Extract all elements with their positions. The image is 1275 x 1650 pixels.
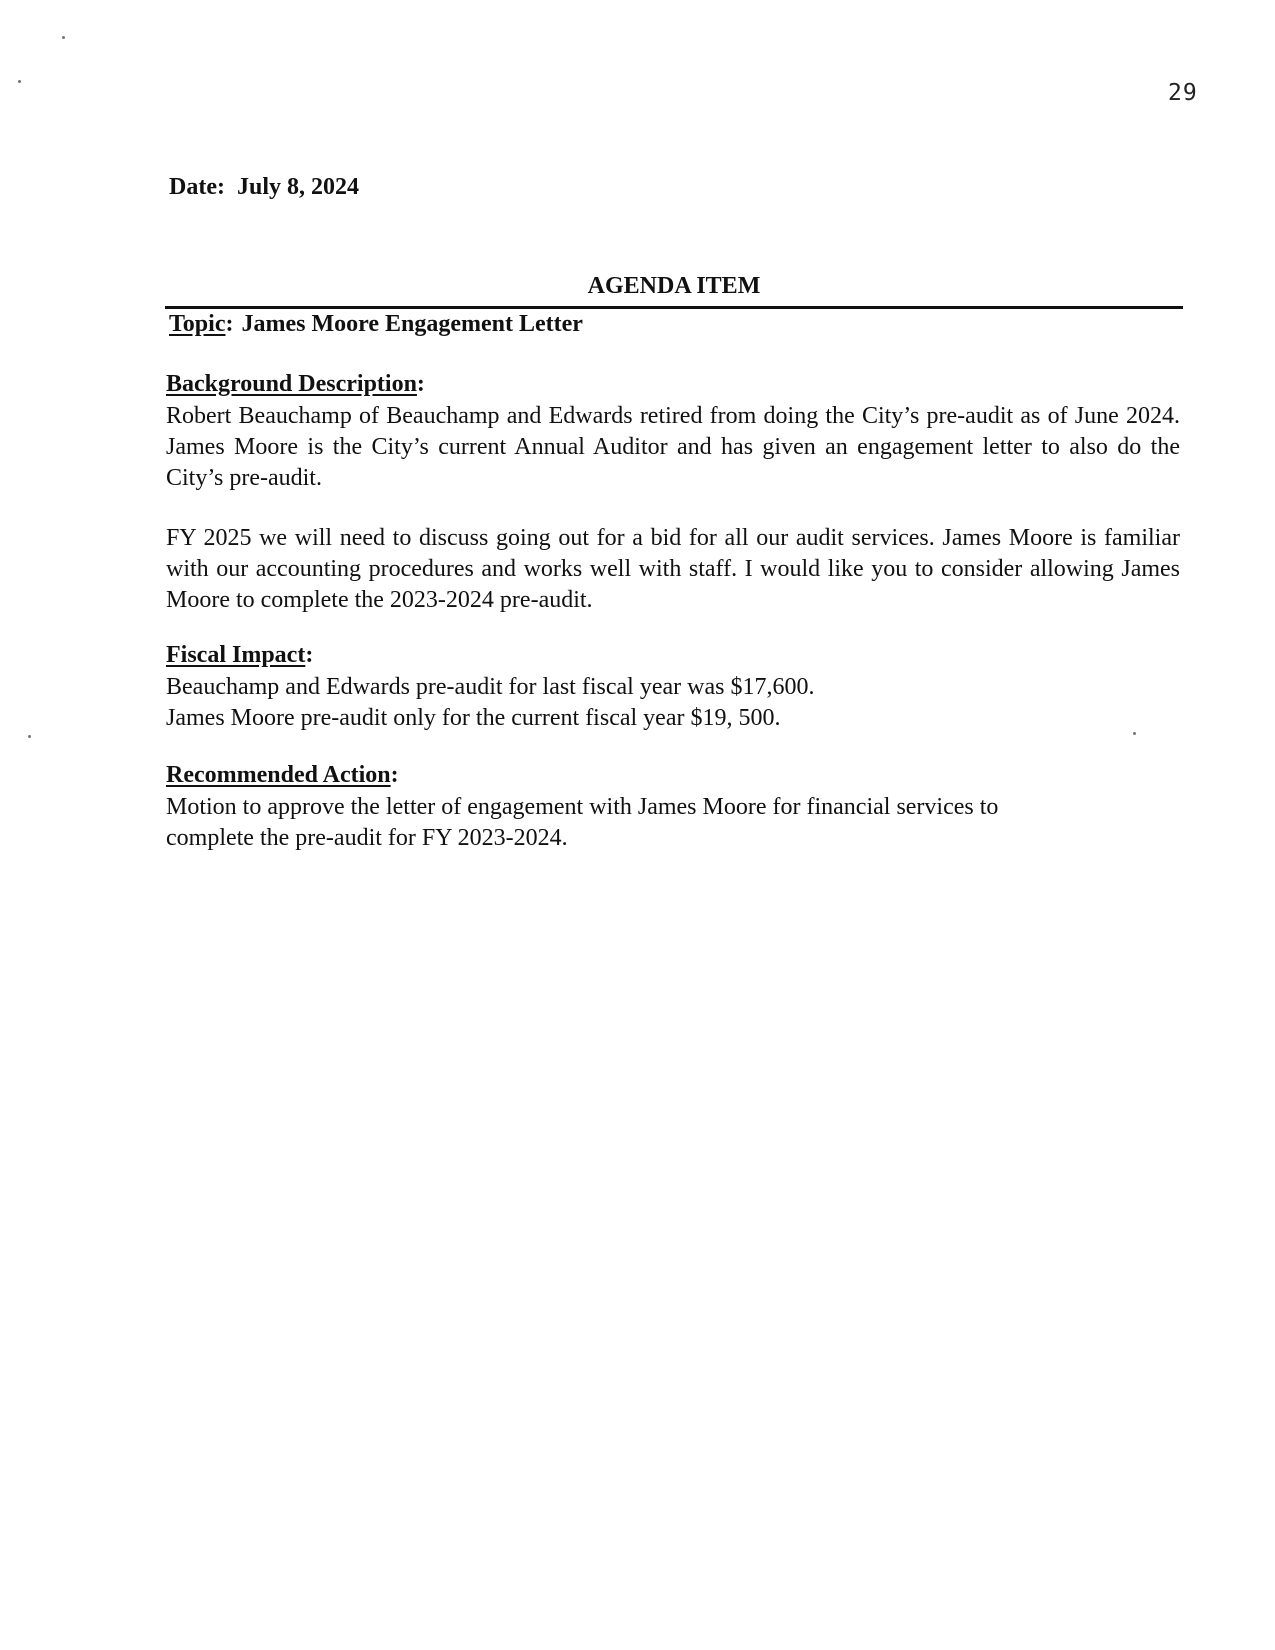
recommended-action-line-1: Motion to approve the letter of engagement with James Moore for financial services to — [166, 794, 999, 820]
scan-speck — [1133, 732, 1136, 735]
scan-speck — [62, 36, 65, 39]
date-line — [169, 174, 359, 201]
date-label: Date: — [169, 174, 225, 200]
background-paragraph-2: FY 2025 we will need to discuss going out for a bid for all our audit services. James Moore is familiar with our accounting procedures and works well with staff. I would like you to consider allowing James Moore to complete the 2023-2024 pre-audit. — [166, 525, 1180, 613]
page-number: 29 — [1168, 80, 1198, 106]
scan-speck — [28, 735, 31, 738]
scan-speck — [18, 80, 21, 83]
background-heading-text: Background Description — [166, 371, 417, 397]
topic-value: James Moore Engagement Letter — [241, 311, 583, 337]
topic-colon: : — [225, 311, 234, 337]
recommended-action-heading-colon: : — [390, 762, 399, 788]
background-heading — [166, 371, 425, 398]
fiscal-impact-line-1: Beauchamp and Edwards pre-audit for last fiscal year was $17,600. — [166, 674, 815, 700]
agenda-heading: AGENDA ITEM — [587, 273, 761, 299]
background-paragraph-1: Robert Beauchamp of Beauchamp and Edwards retired from doing the City’s pre-audit as of June 2024. James Moore is the City’s current Annual Auditor and has given an engagement letter to also do the City’s pre-audit. — [166, 403, 1180, 491]
topic-line — [169, 311, 583, 338]
background-heading-colon: : — [416, 371, 425, 397]
topic-label: Topic — [169, 311, 226, 337]
recommended-action-heading — [166, 762, 399, 789]
fiscal-impact-line-2: James Moore pre-audit only for the current fiscal year $19, 500. — [166, 705, 781, 731]
agenda-divider — [165, 306, 1183, 309]
fiscal-impact-heading — [166, 642, 313, 669]
fiscal-impact-heading-text: Fiscal Impact — [166, 642, 306, 668]
recommended-action-line-2: complete the pre-audit for FY 2023-2024. — [166, 825, 568, 851]
fiscal-impact-heading-colon: : — [305, 642, 314, 668]
date-value: July 8, 2024 — [236, 174, 359, 200]
recommended-action-heading-text: Recommended Action — [166, 762, 391, 788]
